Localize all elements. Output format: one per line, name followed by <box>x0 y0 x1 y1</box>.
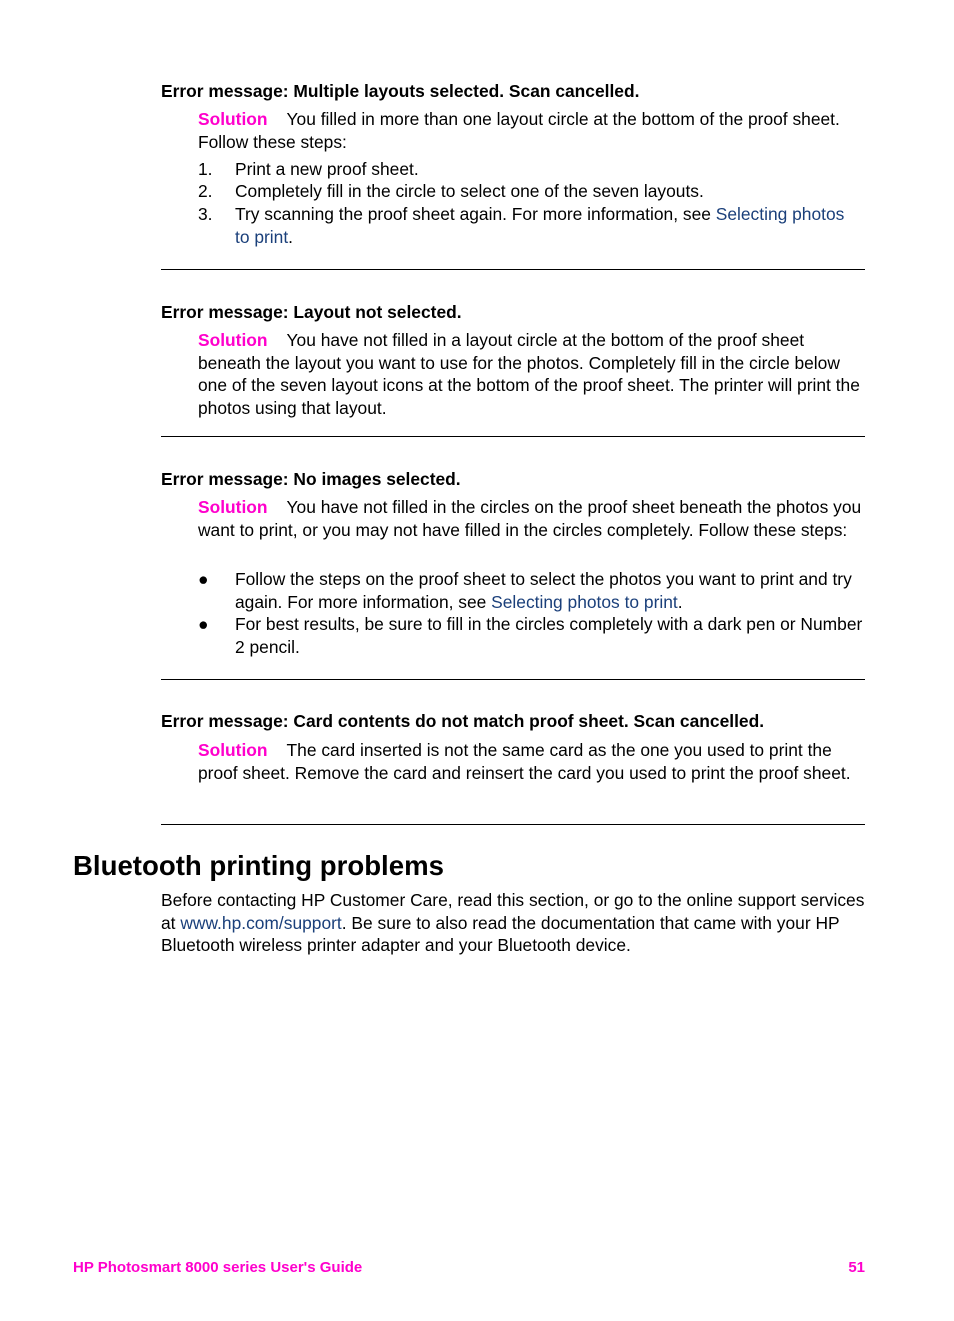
list-marker: 3. <box>198 204 213 224</box>
error-heading-card-contents: Error message: Card contents do not match proof sheet. Scan cancelled. <box>161 711 765 731</box>
list-item <box>198 613 863 658</box>
solution-label: Solution <box>198 740 268 760</box>
solution-text: You have not filled in the circles on the proof sheet beneath the photos you want to print, or you may not have filled in the circles completely. Follow these steps: <box>198 497 862 540</box>
footer-guide-title: HP Photosmart 8000 series User's Guide <box>73 1259 363 1276</box>
section-title: Bluetooth printing problems <box>73 850 444 881</box>
list-item-text-content: Follow the steps on the proof sheet to select the photos you want to print and try again. For more information, see <box>235 569 852 612</box>
selecting-photos-link[interactable]: Selecting photos to print <box>491 591 678 612</box>
solution-paragraph <box>198 108 863 153</box>
error-heading-no-images: Error message: No images selected. <box>161 469 461 489</box>
intro-paragraph <box>161 889 865 957</box>
solution-text: You filled in more than one layout circle at the bottom of the proof sheet. Follow these steps: <box>198 109 840 152</box>
divider <box>161 436 865 437</box>
list-marker: 1. <box>198 159 213 179</box>
solution-paragraph <box>198 496 863 541</box>
bullet-icon: ● <box>198 614 209 634</box>
bullet-icon: ● <box>198 569 209 589</box>
list-item <box>198 568 863 613</box>
list-item-text-end: . <box>677 591 683 612</box>
list-item <box>198 180 863 203</box>
list-marker: 2. <box>198 181 213 201</box>
divider <box>161 824 865 825</box>
solution-label: Solution <box>198 497 268 517</box>
solution-text: You have not filled in a layout circle at the bottom of the proof sheet beneath the layout you want to use for the photos. Completely fill in the circle below one of the seven layout icons at the bottom of the proof sheet. The printer will print the photos using that layout. <box>198 330 860 418</box>
error-heading-layout-not-selected: Error message: Layout not selected. <box>161 302 462 322</box>
support-link[interactable]: www.hp.com/support <box>180 912 342 933</box>
list-item-text-end: . <box>288 226 294 247</box>
list-item-text: Print a new proof sheet. <box>235 159 419 179</box>
list-item-text: For best results, be sure to fill in the circles completely with a dark pen or Number 2 pencil. <box>235 614 863 657</box>
solution-label: Solution <box>198 330 268 350</box>
list-item-text: Completely fill in the circle to select one of the seven layouts. <box>235 181 704 201</box>
selecting-photos-link[interactable]: Selecting photos to print <box>235 204 845 247</box>
list-item-text <box>235 203 863 248</box>
solution-label: Solution <box>198 109 268 129</box>
intro-text-end: . Be sure to also read the documentation that came with your HP Bluetooth wireless printer adapter and your Bluetooth device. <box>161 912 840 955</box>
page-number: 51 <box>848 1259 865 1276</box>
list-item <box>198 158 863 181</box>
error-heading-multiple-layouts: Error message: Multiple layouts selected. Scan cancelled. <box>161 81 640 101</box>
divider <box>161 269 865 270</box>
solution-paragraph <box>198 329 863 419</box>
list-item-text <box>235 568 863 613</box>
divider <box>161 679 865 680</box>
list-item-text-content: Try scanning the proof sheet again. For more information, see <box>235 204 716 224</box>
intro-text: Before contacting HP Customer Care, read this section, or go to the online support services at <box>161 890 865 933</box>
solution-paragraph <box>198 739 863 784</box>
solution-text: The card inserted is not the same card as the one you used to print the proof sheet. Remove the card and reinsert the card you used to print the proof sheet. <box>198 740 851 783</box>
list-item <box>198 203 863 248</box>
